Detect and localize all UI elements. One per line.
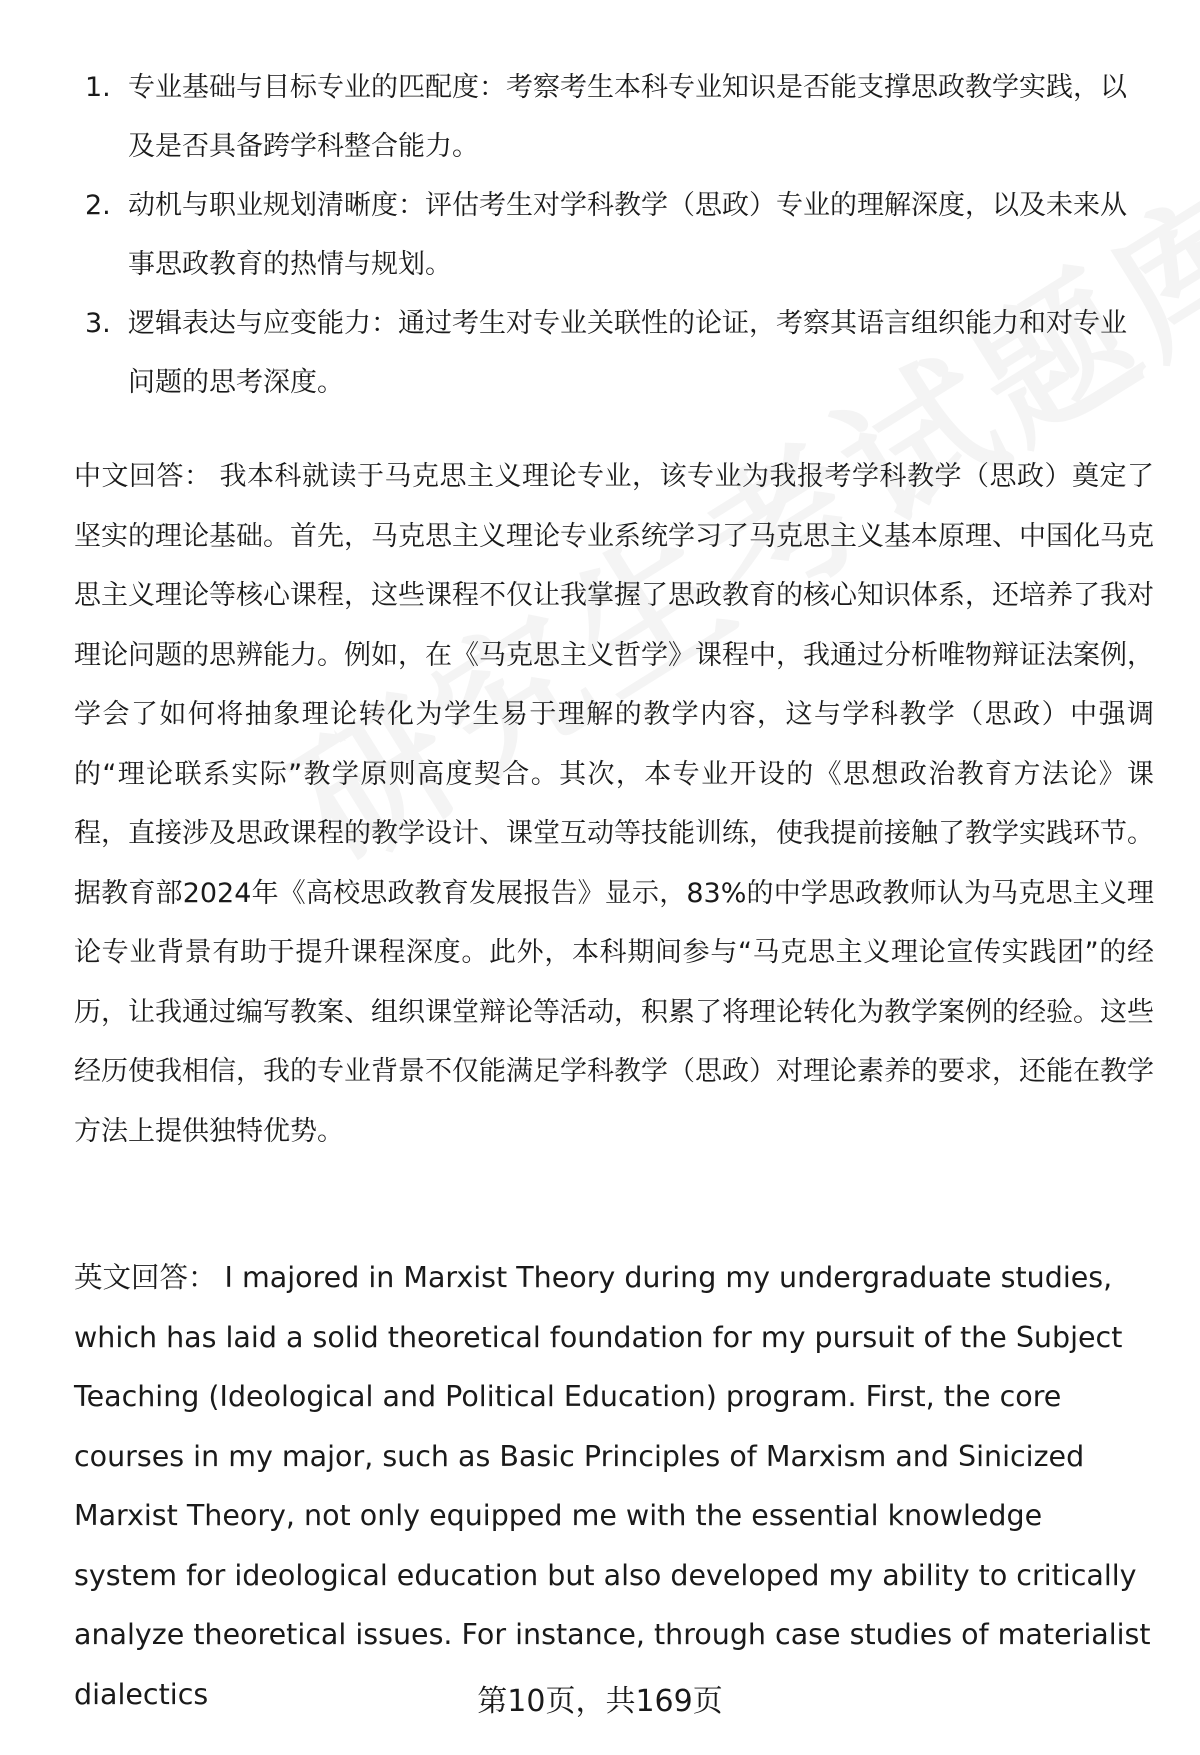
english-answer	[74, 1248, 1154, 1724]
chinese-answer-text: 我本科就读于马克思主义理论专业，该专业为我报考学科教学（思政）奠定了坚实的理论基础。首先，马克思主义理论专业系统学习了马克思主义基本原理、中国化马克思主义理论等核心课程，这些课程不仅让我掌握了思政教育的核心知识体系，还培养了我对理论问题的思辨能力。例如，在《马克思主义哲学》课程中，我通过分析唯物辩证法案例，学会了如何将抽象理论转化为学生易于理解的教学内容，这与学科教学（思政）中强调的“理论联系实际”教学原则高度契合。其次，本专业开设的《思想政治教育方法论》课程，直接涉及思政课程的教学设计、课堂互动等技能训练，使我提前接触了教学实践环节。据教育部2024年《高校思政教育发展报告》显示，83%的中学思政教师认为马克思主义理论专业背景有助于提升课程深度。此外，本科期间参与“马克思主义理论宣传实践团”的经历，让我通过编写教案、组织课堂辩论等活动，积累了将理论转化为教学案例的经验。这些经历使我相信，我的专业背景不仅能满足学科教学（思政）对理论素养的要求，还能在教学方法上提供独特优势。	[74, 461, 1154, 1147]
criteria-number: 3.	[85, 308, 111, 339]
chinese-answer-label: 中文回答：	[74, 461, 212, 492]
english-answer-label: 英文回答：	[74, 1261, 217, 1294]
page-number-footer: 第10页，共169页	[477, 1684, 723, 1719]
evaluation-criteria-list	[85, 58, 1145, 412]
criteria-number: 2.	[85, 190, 111, 221]
criteria-text: 逻辑表达与应变能力：通过考生对专业关联性的论证，考察其语言组织能力和对专业问题的思考深度。	[128, 308, 1127, 398]
criteria-text: 专业基础与目标专业的匹配度：考察考生本科专业知识是否能支撑思政教学实践，以及是否具备跨学科整合能力。	[128, 72, 1127, 162]
english-answer-text: I majored in Marxist Theory during my undergraduate studies, which has laid a solid theoretical foundation for my pursuit of the Subject Teaching (Ideological and Political Education) program. First, the core courses in my major, such as Basic Principles of Marxism and Sinicized Marxist Theory, not only equipped me with the essential knowledge system for ideological education but also developed my ability to critically analyze theoretical issues. For instance, through case studies of materialist dialectics	[74, 1261, 1151, 1711]
criteria-number: 1.	[85, 72, 111, 103]
criteria-item	[85, 294, 1145, 412]
criteria-item	[85, 176, 1145, 294]
criteria-text: 动机与职业规划清晰度：评估考生对学科教学（思政）专业的理解深度，以及未来从事思政教育的热情与规划。	[128, 190, 1127, 280]
criteria-item	[85, 58, 1145, 176]
chinese-answer	[74, 447, 1154, 1161]
